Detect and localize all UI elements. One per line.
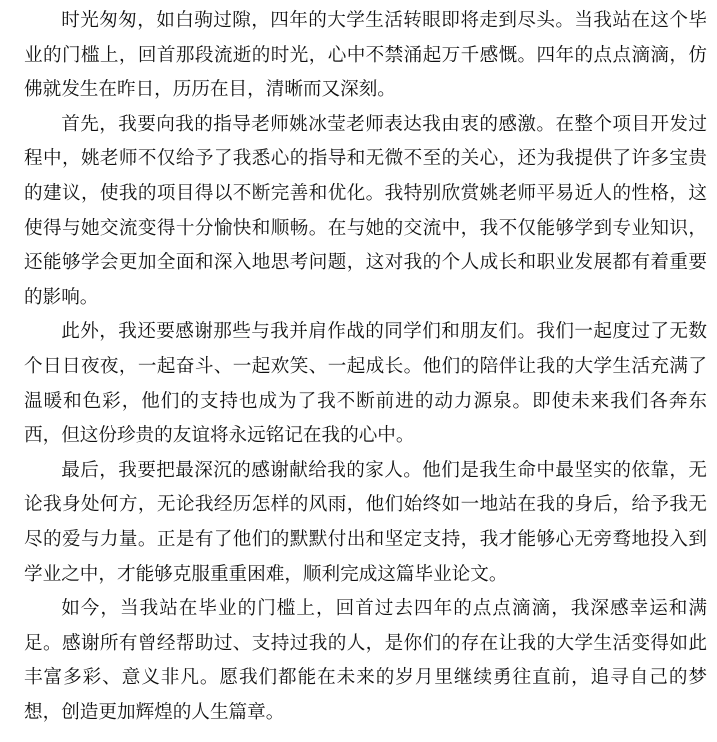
paragraph-1: 时光匆匆，如白驹过隙，四年的大学生活转眼即将走到尽头。当我站在这个毕业的门槛上，回首那段流逝的时光，心中不禁涌起万千感慨。四年的点点滴滴，仿佛就发生在昨日，历历在目，清晰而又深刻。: [24, 10, 707, 101]
paragraph-2: 首先，我要向我的指导老师姚冰莹老师表达我由衷的感激。在整个项目开发过程中，姚老师不仅给予了我悉心的指导和无微不至的关心，还为我提供了许多宝贵的建议，使我的项目得以不断完善和优化。我特别欣赏姚老师平易近人的性格，这使得与她交流变得十分愉快和顺畅。在与她的交流中，我不仅能够学到专业知识，还能够学会更加全面和深入地思考问题，这对我的个人成长和职业发展都有着重要的影响。: [24, 113, 707, 308]
paragraph-4: 最后，我要把最深沉的感谢献给我的家人。他们是我生命中最坚实的依靠，无论我身处何方，无论我经历怎样的风雨，他们始终如一地站在我的身后，给予我无尽的爱与力量。正是有了他们的默默付出和坚定支持，我才能够心无旁骛地投入到学业之中，才能够克服重重困难，顺利完成这篇毕业论文。: [24, 459, 707, 585]
paragraph-3: 此外，我还要感谢那些与我并肩作战的同学们和朋友们。我们一起度过了无数个日日夜夜，一起奋斗、一起欢笑、一起成长。他们的陪伴让我的大学生活充满了温暖和色彩，他们的支持也成为了我不断前进的动力源泉。即使未来我们各奔东西，但这份珍贵的友谊将永远铭记在我的心中。: [24, 321, 707, 447]
paragraph-5: 如今，当我站在毕业的门槛上，回首过去四年的点点滴滴，我深感幸运和满足。感谢所有曾经帮助过、支持过我的人，是你们的存在让我的大学生活变得如此丰富多彩、意义非凡。愿我们都能在未来的岁月里继续勇往直前，追寻自己的梦想，创造更加辉煌的人生篇章。: [24, 598, 707, 723]
